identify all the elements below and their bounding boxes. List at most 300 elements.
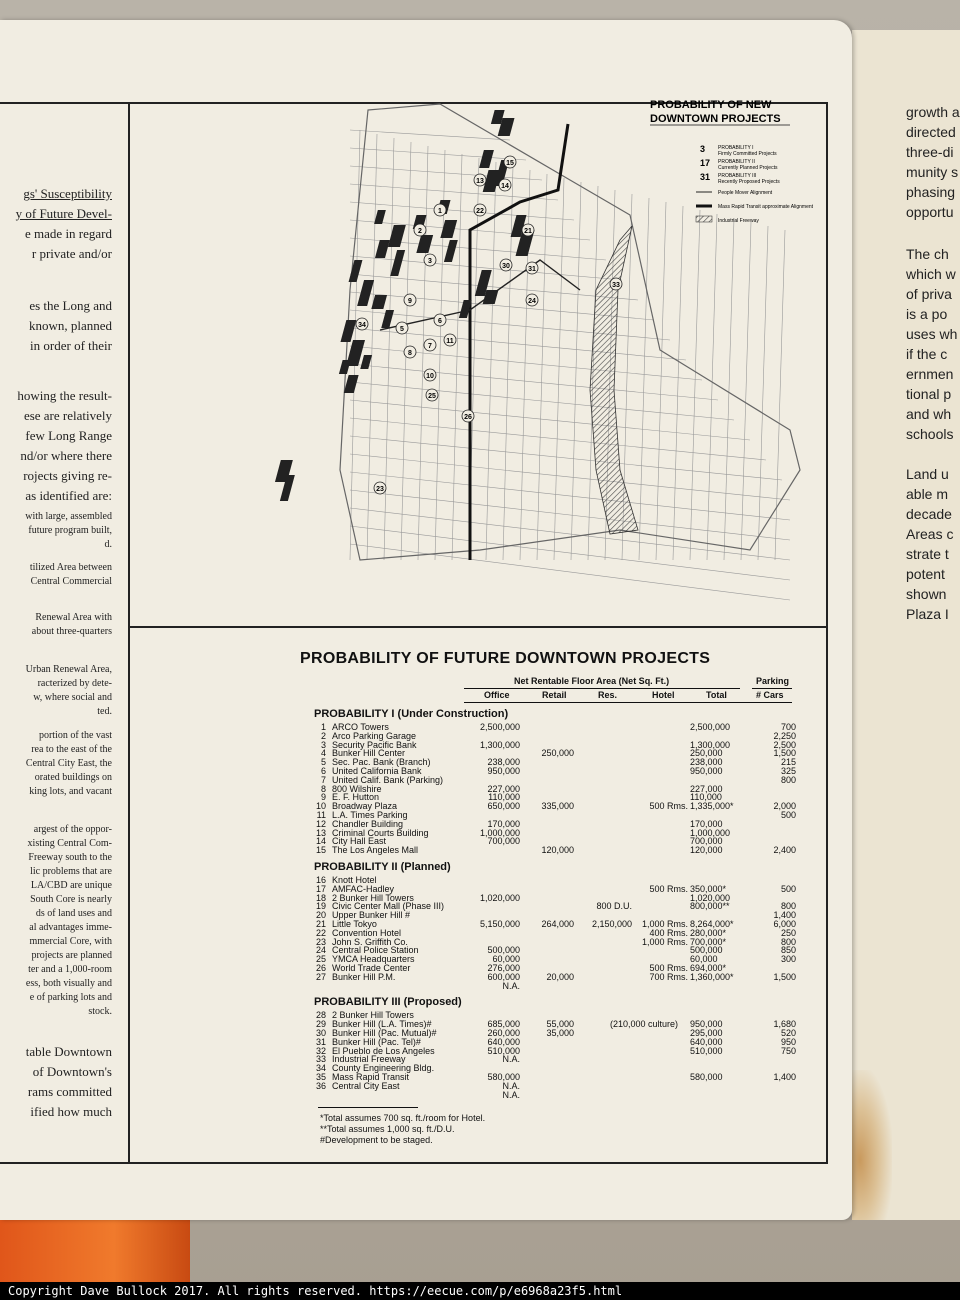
cell-office: 1,300,000	[479, 739, 520, 750]
footnote: *Total assumes 700 sq. ft./room for Hotel.	[320, 1113, 486, 1124]
cell-parking: 800	[780, 901, 796, 912]
left-column-line: d.	[104, 539, 112, 550]
cell-office: 950,000	[487, 766, 520, 776]
cell-n: 22	[315, 927, 326, 938]
cell-hotel: 500 Rms.	[649, 883, 688, 894]
column-header: Res.	[598, 690, 618, 700]
cell-name: Bunker Hill (Pac. Mutual)#	[332, 1028, 437, 1038]
cell-parking: 325	[780, 766, 796, 776]
right-page-line: decade	[906, 506, 952, 522]
cell-name: Civic Center Mall (Phase III)	[332, 901, 445, 912]
table-title: PROBABILITY OF FUTURE DOWNTOWN PROJECTS	[300, 650, 711, 667]
column-header: Hotel	[652, 690, 675, 700]
right-page-line: Land u	[906, 466, 949, 482]
cell-name: County Engineering Bldg.	[332, 1063, 435, 1074]
cell-parking: 850	[780, 945, 796, 956]
cell-n: 26	[315, 963, 326, 973]
cell-total: 694,000*	[690, 963, 727, 973]
cell-n: 14	[315, 836, 326, 847]
cell-office: 700,000	[487, 836, 520, 847]
left-column-line: few Long Range	[25, 428, 112, 443]
cell-office: 510,000	[487, 1045, 520, 1056]
left-column-line: orated buildings on	[34, 772, 112, 783]
left-column-line: r private and/or	[31, 246, 112, 261]
cell-n: 24	[315, 945, 326, 956]
legend-label: PROBABILITY I	[718, 145, 754, 151]
copyright-bar: Copyright Dave Bullock 2017. All rights reserved. https://eecue.com/p/e6968a23f5.html	[0, 1282, 960, 1300]
cell-n: 13	[315, 827, 326, 838]
cell-office: N.A.	[502, 1080, 520, 1091]
cell-n: 5	[320, 757, 326, 768]
legend-label: People Mover Alignment	[718, 190, 773, 196]
footnote: #Development to be staged.	[320, 1135, 433, 1146]
cell-office: 640,000	[487, 1036, 520, 1047]
cell-parking: 2,250	[773, 730, 796, 741]
cell-name: Arco Parking Garage	[332, 730, 417, 741]
cell-res: 800 D.U.	[596, 901, 632, 912]
cell-name: Convention Hotel	[332, 927, 402, 938]
cell-parking: 1,500	[773, 748, 796, 759]
cell-hotel: 500 Rms.	[649, 801, 688, 812]
cell-name: United California Bank	[332, 766, 422, 776]
cell-total: 60,000	[690, 954, 718, 965]
street-grid	[350, 130, 790, 600]
project-building	[381, 310, 394, 328]
section-title: PROBABILITY III (Proposed)	[314, 996, 462, 1009]
cell-parking: 215	[780, 757, 796, 768]
cell-name: Bunker Hill Center	[332, 748, 406, 759]
cell-office: 170,000	[487, 818, 520, 829]
cell-n: 31	[315, 1036, 326, 1047]
cell-n: 16	[315, 875, 326, 885]
cell-hotel: 1,000 Rms.	[641, 919, 688, 929]
cell-total: 110,000	[690, 792, 722, 803]
footnote: **Total assumes 1,000 sq. ft./D.U.	[320, 1124, 455, 1135]
cell-total: 950,000	[690, 1019, 723, 1030]
project-marker: 11	[446, 338, 454, 345]
cell-parking: 300	[780, 954, 796, 965]
cell-office: 5,150,000	[479, 919, 520, 929]
cell-n: 10	[315, 801, 326, 812]
section-title: PROBABILITY I (Under Construction)	[314, 708, 509, 720]
right-page-line: opportu	[906, 204, 954, 220]
cell-n: 1	[320, 722, 326, 732]
project-marker: 22	[476, 208, 484, 215]
cell-n: 9	[320, 792, 326, 803]
cell-hotel: 400 Rms.	[649, 927, 688, 938]
cell-office: 276,000	[487, 963, 520, 973]
legend-label: PROBABILITY II	[718, 159, 755, 165]
left-column-line: nd/or where there	[20, 448, 112, 463]
cell-n: 36	[315, 1080, 326, 1091]
cell-total: 700,000	[690, 836, 723, 847]
cell-parking: 750	[780, 1045, 796, 1056]
left-column-line: table Downtown	[25, 1044, 112, 1059]
left-column-line: ted.	[97, 706, 112, 717]
cell-office: 60,000	[492, 954, 520, 965]
table-row	[314, 973, 804, 982]
right-page-line: uses wh	[906, 326, 958, 342]
project-marker: 24	[528, 298, 536, 305]
cell-retail: 335,000	[541, 801, 574, 812]
left-column-line: xisting Central Com-	[27, 838, 112, 849]
parking-header: Parking	[756, 676, 790, 686]
section-title: PROBABILITY II (Planned)	[314, 861, 451, 873]
cell-total: 800,000**	[690, 901, 730, 912]
cell-office: N.A.	[502, 980, 520, 991]
left-column-line: Central City East, the	[25, 758, 112, 769]
cell-retail: 250,000	[541, 748, 574, 759]
cell-retail: 35,000	[546, 1028, 574, 1038]
left-column-line: Freeway south to the	[28, 852, 112, 863]
table-row	[314, 1091, 804, 1100]
left-column-line: rams committed	[27, 1084, 112, 1099]
cell-name: Central Police Station	[332, 945, 419, 956]
cell-parking: 250	[780, 927, 796, 938]
right-page-line: growth a	[906, 104, 960, 120]
right-page-line: tional p	[906, 386, 952, 402]
cell-name: L.A. Times Parking	[332, 810, 408, 820]
project-marker: 30	[502, 263, 510, 270]
right-page-line: The ch	[906, 246, 949, 262]
right-page-line: directed	[906, 124, 956, 140]
project-marker: 1	[438, 208, 442, 215]
cell-name: City Hall East	[332, 836, 387, 847]
cell-office: 1,000,000	[479, 827, 520, 838]
floor-area-header: Net Rentable Floor Area (Net Sq. Ft.)	[514, 676, 670, 686]
left-column-line: howing the result-	[17, 388, 112, 403]
project-marker: 5	[400, 326, 404, 333]
cell-parking: 500	[780, 883, 796, 894]
cell-n: 18	[315, 892, 326, 903]
project-building	[388, 225, 406, 247]
cell-parking: 1,400	[773, 910, 796, 921]
right-page-line: ernmen	[906, 366, 954, 382]
left-column-line: stock.	[88, 1006, 112, 1017]
left-column-line: e of parking lots and	[29, 992, 112, 1003]
cell-office: 580,000	[487, 1072, 520, 1082]
column-divider	[128, 102, 130, 1162]
project-marker: 2	[418, 228, 422, 235]
left-column-line: Central Commercial	[30, 576, 112, 587]
cell-parking: 800	[780, 774, 796, 785]
project-marker: 7	[428, 343, 432, 350]
cell-office: 1,020,000	[479, 892, 520, 903]
right-page-line: schools	[906, 426, 954, 442]
legend-symbol: 17	[700, 158, 711, 168]
table-row	[314, 846, 804, 855]
right-page-line: and wh	[906, 406, 952, 422]
left-column-line: known, planned	[28, 318, 112, 333]
cell-n: 8	[320, 783, 326, 794]
downtown-map	[320, 90, 814, 610]
left-column-line: tilized Area between	[29, 562, 112, 573]
left-column-line: Renewal Area with	[35, 612, 112, 623]
left-column-line: about three-quarters	[31, 626, 112, 637]
right-page-line: strate t	[906, 546, 949, 562]
cell-name: 2 Bunker Hill Towers	[332, 1010, 414, 1021]
page-stain	[852, 1070, 892, 1220]
cell-name: United Calif. Bank (Parking)	[332, 774, 444, 785]
project-building	[375, 240, 390, 258]
cell-n: 19	[315, 901, 326, 912]
cell-n: 3	[320, 739, 326, 750]
left-column-line: future program built,	[28, 525, 112, 536]
project-building	[444, 240, 458, 262]
cell-name: YMCA Headquarters	[332, 954, 415, 965]
project-building	[340, 320, 356, 342]
cell-name: Bunker Hill (L.A. Times)#	[332, 1019, 432, 1030]
cell-name: Chandler Building	[332, 818, 404, 829]
project-marker: 8	[408, 350, 412, 357]
project-marker: 3	[428, 258, 432, 265]
table-row	[314, 776, 804, 785]
cell-parking: 1,400	[773, 1072, 796, 1082]
cell-name: Industrial Freeway	[332, 1054, 406, 1065]
project-marker: 15	[506, 160, 514, 167]
parking-sub-header: # Cars	[756, 690, 784, 700]
left-column-line: gs' Susceptibility	[23, 186, 112, 201]
cell-name: Sec. Pac. Bank (Branch)	[332, 757, 431, 768]
project-marker: 26	[464, 414, 472, 421]
cell-n: 33	[315, 1054, 326, 1065]
cell-name: 800 Wilshire	[332, 783, 382, 794]
cell-total: 280,000*	[690, 927, 727, 938]
cell-retail: 20,000	[546, 971, 574, 982]
left-column-line: ess, both visually and	[25, 978, 112, 989]
cell-office: N.A.	[502, 1089, 520, 1100]
cell-office: 685,000	[487, 1019, 520, 1030]
cell-name: Security Pacific Bank	[332, 739, 417, 750]
cell-office: 650,000	[487, 801, 520, 812]
cell-total: 700,000*	[690, 936, 727, 947]
cell-n: 34	[315, 1063, 326, 1074]
cell-parking: 2,400	[773, 845, 796, 856]
project-building	[344, 375, 359, 393]
cell-total: 250,000	[690, 748, 723, 759]
right-page-line: Plaza I	[906, 606, 949, 622]
project-marker: 9	[408, 298, 412, 305]
left-column-line: Urban Renewal Area,	[25, 664, 112, 675]
cell-total: 295,000	[690, 1028, 723, 1038]
cell-n: 17	[315, 883, 326, 894]
project-marker: 13	[476, 178, 484, 185]
left-column-line: ified how much	[30, 1104, 112, 1119]
project-marker: 14	[501, 183, 509, 190]
industrial-freeway	[590, 226, 638, 534]
left-column-line: mmercial Core, with	[29, 936, 112, 947]
cell-office: 238,000	[487, 757, 520, 768]
cell-n: 25	[315, 954, 326, 965]
cell-n: 7	[320, 774, 326, 785]
cell-n: 29	[315, 1019, 326, 1030]
legend-sublabel: Currently Planned Projects	[718, 165, 778, 171]
project-marker: 25	[428, 393, 436, 400]
cell-n: 11	[316, 810, 326, 820]
left-column-line: al advantages imme-	[29, 922, 112, 933]
cell-parking: 800	[780, 936, 796, 947]
right-page-line: potent	[906, 566, 945, 582]
project-marker: 23	[376, 486, 384, 493]
map-legend	[696, 144, 814, 224]
project-building	[360, 355, 372, 369]
cell-retail: 264,000	[541, 919, 574, 929]
project-building	[374, 210, 386, 224]
left-column-line: portion of the vast	[38, 730, 112, 741]
project-marker: 21	[524, 228, 532, 235]
cell-n: 15	[315, 845, 326, 856]
legend-sublabel: Recently Proposed Projects	[718, 179, 780, 185]
cell-name: Mass Rapid Transit	[332, 1072, 410, 1082]
cell-total: 8,264,000*	[690, 919, 734, 929]
project-building	[416, 235, 433, 253]
cell-total: 2,500,000	[690, 722, 731, 732]
section-divider	[128, 626, 828, 628]
cell-office: 2,500,000	[479, 722, 520, 732]
cell-parking: 2,500	[773, 739, 796, 750]
cell-name: The Los Angeles Mall	[332, 845, 419, 856]
left-column-line: with large, assembled	[25, 511, 112, 522]
cell-parking: 1,680	[773, 1019, 796, 1030]
legend-symbol: 3	[700, 144, 706, 154]
cell-n: 32	[315, 1045, 326, 1056]
cell-total: 227,000	[690, 783, 723, 794]
project-marker: 6	[438, 318, 442, 325]
right-page-line: three-di	[906, 144, 954, 160]
cell-n: 30	[315, 1028, 326, 1038]
cell-total: 350,000*	[690, 883, 727, 894]
table-row	[314, 785, 804, 794]
column-header: Office	[484, 690, 510, 700]
cell-n: 23	[315, 936, 326, 947]
project-marker: 33	[612, 282, 620, 289]
right-page-line: is a po	[906, 306, 948, 322]
column-header: Total	[706, 690, 727, 700]
map-title-line1: PROBABILITY OF NEW	[650, 99, 772, 111]
left-column-line: y of Future Devel-	[15, 206, 112, 221]
right-page-line: able m	[906, 486, 949, 502]
left-column-line: lic problems that are	[30, 866, 112, 877]
left-column-line: argest of the oppor-	[33, 824, 112, 835]
cell-parking: 520	[780, 1028, 796, 1038]
cell-hotel: 1,000 Rms.	[641, 936, 688, 947]
cell-total: 120,000	[690, 845, 723, 856]
projects-table	[300, 650, 820, 1146]
right-page-line: phasing	[906, 184, 956, 200]
cell-hotel: 500 Rms.	[649, 963, 688, 973]
project-marker: 10	[426, 373, 434, 380]
right-page-line: of priva	[906, 286, 952, 302]
right-page-line: if the c	[906, 346, 948, 362]
left-column-line: as identified are:	[25, 488, 112, 503]
cell-total: 170,000	[690, 818, 723, 829]
cell-office: 110,000	[488, 792, 520, 803]
map-title-line2: DOWNTOWN PROJECTS	[650, 113, 781, 125]
left-column-line: w, where social and	[33, 692, 112, 703]
cell-res: 2,150,000	[591, 919, 632, 929]
right-page-line: munity s	[906, 164, 959, 180]
column-header: Retail	[542, 690, 567, 700]
left-column-line: ds of land uses and	[35, 908, 112, 919]
left-column-line: racterized by dete-	[37, 678, 112, 689]
project-building	[390, 250, 405, 276]
cell-n: 6	[320, 766, 326, 776]
cell-total: 1,300,000	[690, 739, 731, 750]
table-row	[314, 982, 804, 991]
table-row	[314, 829, 804, 838]
cell-name: AMFAC-Hadley	[332, 883, 395, 894]
cell-total: 238,000	[690, 757, 723, 768]
cell-n: 2	[320, 730, 326, 741]
cell-parking: 950	[780, 1036, 796, 1047]
cell-name: Central City East	[332, 1080, 400, 1091]
cell-n: 4	[320, 748, 326, 759]
cell-retail: 120,000	[541, 845, 574, 856]
cell-name: Bunker Hill P.M.	[332, 971, 396, 982]
left-column-line: king lots, and vacant	[29, 786, 112, 797]
left-column-line: in order of their	[30, 338, 112, 353]
cell-n: 12	[315, 818, 326, 829]
legend-sublabel: Firmly Committed Projects	[718, 151, 777, 157]
cell-total: 640,000	[690, 1036, 723, 1047]
cell-name: El Pueblo de Los Angeles	[332, 1045, 435, 1056]
project-building	[349, 260, 363, 282]
left-column-line: es the Long and	[29, 298, 112, 313]
table-row	[314, 1082, 804, 1091]
cell-total: 1,360,000*	[690, 971, 734, 982]
cell-office: 600,000	[487, 971, 520, 982]
left-column-line: e made in regard	[25, 226, 112, 241]
cell-office: 227,000	[487, 783, 520, 794]
project-building	[339, 360, 351, 374]
legend-label: PROBABILITY III	[718, 173, 757, 179]
cell-total: 1,335,000*	[690, 801, 734, 812]
left-column-line: ter and a 1,000-room	[28, 964, 112, 975]
cell-parking: 500	[780, 810, 796, 820]
project-building	[371, 295, 387, 309]
cell-total: 950,000	[690, 766, 723, 776]
cell-n: 21	[315, 919, 326, 929]
cell-hotel: (210,000 culture)	[610, 1019, 679, 1030]
cell-name: Knott Hotel	[332, 875, 377, 885]
cell-name: John S. Griffith Co.	[332, 936, 408, 947]
left-column-line: LA/CBD are unique	[30, 880, 112, 891]
cell-total: 1,020,000	[690, 892, 731, 903]
cell-name: E. F. Hutton	[332, 792, 380, 803]
cell-total: 500,000	[690, 945, 723, 956]
cell-name: ARCO Towers	[332, 722, 389, 732]
project-marker: 31	[528, 266, 536, 273]
cell-name: Bunker Hill (Pac. Tel)#	[332, 1036, 421, 1047]
right-page-line: which w	[906, 266, 956, 282]
left-column-line: South Core is nearly	[30, 894, 112, 905]
cell-hotel: 700 Rms.	[649, 971, 688, 982]
cell-n: 35	[315, 1072, 326, 1082]
legend-label: Industrial Freeway	[718, 218, 759, 224]
project-marker: 34	[358, 322, 366, 329]
cell-total: 1,000,000	[690, 827, 731, 838]
left-column-line: ese are relatively	[23, 408, 112, 423]
left-column-line: rojects giving re-	[23, 468, 112, 483]
cell-n: 27	[315, 971, 326, 982]
cell-name: Criminal Courts Building	[332, 827, 429, 838]
cell-parking: 700	[780, 722, 796, 732]
cell-n: 20	[315, 910, 326, 921]
cell-total: 580,000	[690, 1072, 723, 1082]
cell-name: 2 Bunker Hill Towers	[332, 892, 414, 903]
cell-name: World Trade Center	[332, 963, 411, 973]
cell-office: 500,000	[487, 945, 520, 956]
